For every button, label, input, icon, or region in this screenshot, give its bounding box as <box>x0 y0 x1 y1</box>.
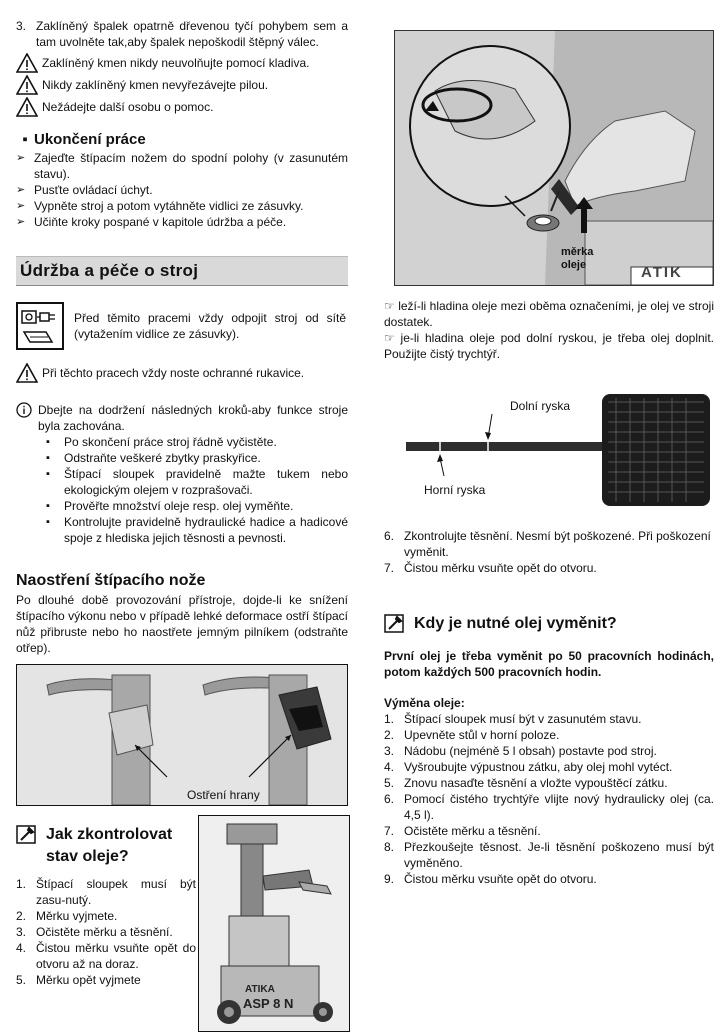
maintenance-info <box>16 402 348 546</box>
dipstick-diagram <box>384 388 714 510</box>
warning-item <box>16 96 348 118</box>
oil-note <box>384 330 714 362</box>
step-text: Nádobu (nejméně 5 l obsah) postavte pod stroj. <box>404 744 657 758</box>
info-intro-text: Dbejte na dodržení následných kroků-aby funkce stroje byla zachována. <box>38 403 348 433</box>
dipstick-lower-label: Horní ryska <box>424 483 486 497</box>
oil-change-step <box>384 759 714 775</box>
check-oil-step <box>16 940 196 972</box>
oil-change-subtitle: Výměna oleje: <box>384 696 465 710</box>
step-number: 9. <box>384 872 395 886</box>
check-step <box>384 560 714 576</box>
step-number: 8. <box>384 840 395 854</box>
step-text: Vyšroubujte výpustnou zátku, aby olej mohl vytéct. <box>404 760 673 774</box>
warning-item <box>16 74 348 96</box>
end-work-heading <box>16 130 348 150</box>
step-number: 1. <box>16 877 27 891</box>
unplug-note-text: Před těmito pracemi vždy odpojit stroj od sítě (vytažením vidlice ze zásuvky). <box>74 311 346 341</box>
warning-text: Nežádejte další osobu o pomoc. <box>42 100 214 114</box>
step-text: Znovu nasaďte těsnění a vložte vypouštěcí zátku. <box>404 776 668 790</box>
arrow-bullet-icon: ➢ <box>16 152 26 164</box>
step-number: 2. <box>384 728 395 742</box>
end-work-item-text: Zajeďte štípacím nožem do spodní polohy (v zasunutém stavu). <box>34 151 348 181</box>
end-work-item <box>16 214 348 230</box>
warning-text: Zaklíněný kmen nikdy neuvolňujte pomocí kladiva. <box>42 56 310 70</box>
arrow-bullet-icon: ➢ <box>16 216 26 228</box>
end-work-item-text: Učiňte kroky pospané v kapitole údržba a péče. <box>34 215 287 229</box>
dipstick-upper-label: Dolní ryska <box>510 399 571 413</box>
oil-change-interval: První olej je třeba vyměnit po 50 pracovních hodinách, potom každých 500 pracovních hodin. <box>384 649 714 679</box>
oil-change-step <box>384 775 714 791</box>
maintenance-item <box>46 514 348 546</box>
oil-change-title: Kdy je nutné olej vyměnit? <box>414 615 617 632</box>
check-oil-title-2: stav oleje? <box>46 848 129 865</box>
oil-note-text: je-li hladina oleje pod dolní ryskou, je třeba olej doplnit. Použijte čistý trychtýř. <box>384 331 714 361</box>
oil-change-step <box>384 711 714 727</box>
warning-triangle-icon <box>16 363 38 383</box>
pointing-hand-icon: ☞ <box>384 331 395 345</box>
maintenance-item <box>46 450 348 466</box>
dipstick-label <box>561 246 593 272</box>
square-bullet-icon: ▪ <box>46 452 50 464</box>
end-work-item <box>16 150 348 182</box>
arrow-bullet-icon: ➢ <box>16 200 26 212</box>
step-text: Očistěte měrku a těsnění. <box>404 824 541 838</box>
dipstick-label-line2: oleje <box>561 259 587 271</box>
machine-label-model: ASP 8 N <box>243 996 294 1011</box>
check-oil-title-1: Jak zkontrolovat <box>46 826 173 843</box>
info-intro-row <box>16 402 348 434</box>
square-bullet-icon: ▪ <box>46 516 50 528</box>
oil-change-step <box>384 743 714 759</box>
step-text: Zaklíněný špalek opatrně dřevenou tyčí pohybem sem a tam uvolněte tak,aby špalek nepoškodil štěpný válec. <box>36 19 348 49</box>
maintenance-item-text: Kontrolujte pravidelně hydraulické hadice a hadicové spoje z hlediska jejich těsnosti a pevnosti. <box>64 515 348 545</box>
end-work-item-text: Pusťte ovládací úchyt. <box>34 183 153 197</box>
dipstick-label-line1: měrka <box>561 246 594 258</box>
square-bullet-icon: ▪ <box>46 468 50 480</box>
step-3 <box>16 18 348 50</box>
step-number: 4. <box>16 941 27 955</box>
maintenance-list <box>16 434 348 546</box>
step-text: Pomocí čistého trychtýře vlijte nový hydraulicky olej (ca. 4,5 l). <box>404 792 714 822</box>
sharpen-text: Po dlouhé době provozování přístroje, dojde-li ke snížení štípacího výkonu nebo v případě lehké deformace ostří štípací nůž přibruste nebo ho naostřete jemným pilníkem (odstraňte otřep). <box>16 593 348 655</box>
step-text: Štípací sloupek musí být v zasunutém stavu. <box>404 712 642 726</box>
dipstick-removal-illustration <box>395 31 713 285</box>
warning-triangle-icon <box>16 75 38 95</box>
oil-note <box>384 298 714 330</box>
oil-change-step <box>384 839 714 871</box>
step-text: Štípací sloupek musí být zasu-nutý. <box>36 877 196 907</box>
oil-note-text: leží-li hladina oleje mezi oběma označeními, je olej ve stroji dostatek. <box>384 299 714 329</box>
check-oil-steps <box>16 876 196 988</box>
warnings-list <box>16 52 348 118</box>
wrench-icon <box>16 825 38 845</box>
step-number: 2. <box>16 909 27 923</box>
oil-change-step <box>384 727 714 743</box>
step-number: 3. <box>384 744 395 758</box>
step-text: Zkontrolujte těsnění. Nesmí být poškozené. Při poškození vyměnit. <box>404 529 711 559</box>
dipstick-photo <box>394 30 714 286</box>
maintenance-item-text: Po skončení práce stroj řádně vyčistěte. <box>64 435 277 449</box>
maintenance-item-text: Prověřte množství oleje resp. olej vyměňte. <box>64 499 294 513</box>
oil-change-step <box>384 791 714 823</box>
maintenance-item-text: Odstraňte veškeré zbytky praskyřice. <box>64 451 261 465</box>
warning-item <box>16 52 348 74</box>
end-work-item-text: Vypněte stroj a potom vytáhněte vidlici ze zásuvky. <box>34 199 304 213</box>
end-work-item <box>16 182 348 198</box>
maintenance-item <box>46 466 348 498</box>
sharpen-section <box>16 570 348 656</box>
step-number: 1. <box>384 712 395 726</box>
step-text: Čistou měrku vsuňte opět do otvoru. <box>404 561 597 575</box>
sharpen-caption: Ostření hrany <box>187 788 260 802</box>
step-number: 6. <box>384 529 395 543</box>
maintenance-heading: Údržba a péče o stroj <box>16 256 348 286</box>
square-bullet-icon: ▪ <box>22 131 28 148</box>
check-steps-continued <box>384 528 714 576</box>
square-bullet-icon: ▪ <box>46 500 50 512</box>
oil-level-notes <box>384 298 714 362</box>
machine-label-brand: ATIKA <box>245 984 275 995</box>
step-text: Upevněte stůl v horní poloze. <box>404 728 560 742</box>
sharpening-illustration <box>17 665 347 805</box>
warning-triangle-icon <box>16 53 38 73</box>
check-step <box>384 528 714 560</box>
arrow-bullet-icon: ➢ <box>16 184 26 196</box>
end-work-section <box>16 130 348 230</box>
wrench-icon <box>384 614 406 634</box>
square-bullet-icon: ▪ <box>46 436 50 448</box>
oil-change-heading <box>384 613 714 635</box>
end-work-title: Ukončení práce <box>34 131 146 148</box>
info-circle-icon <box>16 402 32 418</box>
sharpen-photo <box>16 664 348 806</box>
check-oil-heading <box>16 824 196 868</box>
unplug-note <box>16 302 348 350</box>
unplug-icon <box>16 302 64 350</box>
step-text: Očistěte měrku a těsnění. <box>36 925 173 939</box>
check-oil-section <box>16 824 196 988</box>
step-text: Měrku opět vyjmete <box>36 973 141 987</box>
step-number: 7. <box>384 824 395 838</box>
check-oil-step <box>16 908 196 924</box>
maintenance-item <box>46 434 348 450</box>
step-number: 5. <box>384 776 395 790</box>
gloves-warning-text: Při těchto pracech vždy noste ochranné rukavice. <box>42 366 305 380</box>
machine-photo <box>198 815 350 1032</box>
oil-change-step <box>384 823 714 839</box>
oil-change-section <box>384 695 714 887</box>
step-number: 5. <box>16 973 27 987</box>
gloves-warning <box>16 362 348 384</box>
check-oil-step <box>16 876 196 908</box>
maintenance-item-text: Štípací sloupek pravidelně mažte tukem nebo ekologickým olejem v rozprašovači. <box>64 467 348 497</box>
step-number: 7. <box>384 561 395 575</box>
machine-plate: ATIK <box>641 264 683 281</box>
step-number: 3. <box>16 19 27 33</box>
pointing-hand-icon: ☞ <box>384 299 395 313</box>
maintenance-item <box>46 498 348 514</box>
step-text: Čistou měrku vsuňte opět do otvoru. <box>404 872 597 886</box>
step-text: Přezkoušejte těsnost. Je-li těsnění poškozeno musí být vyměněno. <box>404 840 714 870</box>
step-text: Měrku vyjmete. <box>36 909 118 923</box>
check-oil-step <box>16 924 196 940</box>
check-oil-step <box>16 972 196 988</box>
step-number: 6. <box>384 792 395 806</box>
warning-text: Nikdy zaklíněný kmen nevyřezávejte pilou. <box>42 78 269 92</box>
step-number: 3. <box>16 925 27 939</box>
end-work-item <box>16 198 348 214</box>
oil-change-step <box>384 871 714 887</box>
sharpen-title: Naostření štípacího nože <box>16 572 206 589</box>
step-number: 4. <box>384 760 395 774</box>
step-text: Čistou měrku vsuňte opět do otvoru až na doraz. <box>36 941 196 971</box>
warning-triangle-icon <box>16 97 38 117</box>
